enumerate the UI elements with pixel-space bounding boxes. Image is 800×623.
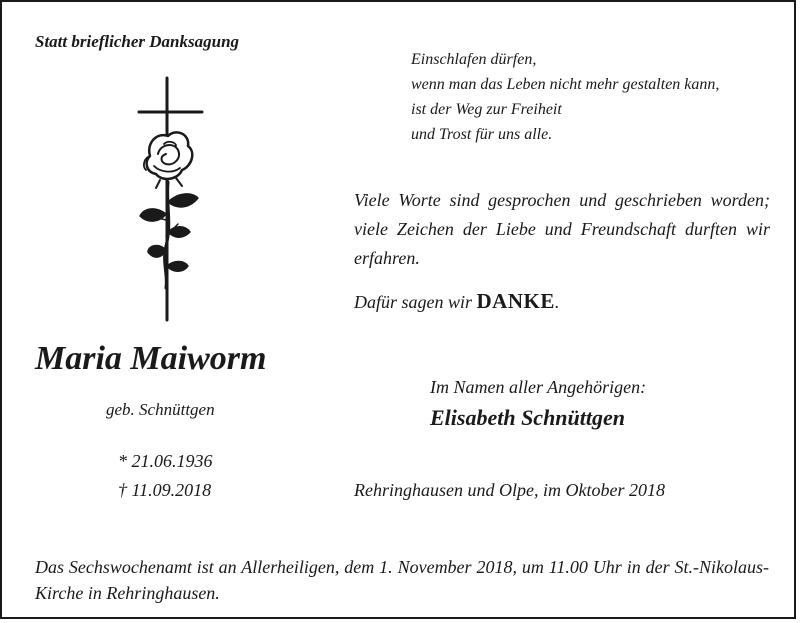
birth-date: * 21.06.1936	[118, 451, 213, 471]
deceased-name: Maria Maiworm	[35, 340, 267, 377]
notice-heading: Statt brieflicher Danksagung	[35, 32, 240, 51]
death-date: † 11.09.2018	[118, 480, 212, 500]
poem	[411, 47, 719, 147]
signer-name: Elisabeth Schnüttgen	[430, 405, 626, 430]
thanks-paragraph: Viele Worte sind gesprochen und geschrieben worden; viele Zeichen der Liebe und Freundschaft durften wir erfahren.	[354, 190, 770, 268]
poem-line: ist der Weg zur Freiheit	[411, 101, 562, 118]
poem-line: wenn man das Leben nicht mehr gestalten kann,	[411, 76, 720, 93]
cross-with-rose-icon	[120, 74, 220, 324]
on-behalf-label: Im Namen aller Angehörigen:	[430, 377, 647, 397]
maiden-name: geb. Schnüttgen	[106, 400, 215, 419]
service-announcement: Das Sechswochenamt ist an Allerheiligen, dem 1. November 2018, um 11.00 Uhr in der St.-Nikolaus-Kirche in Rehringhausen.	[35, 557, 769, 603]
danke-prefix: Dafür sagen wir	[354, 292, 477, 312]
place-and-date: Rehringhausen und Olpe, im Oktober 2018	[354, 480, 665, 500]
danke-suffix: .	[554, 292, 560, 312]
danke-line	[354, 289, 559, 314]
danke-word: DANKE	[476, 289, 555, 313]
poem-line: Einschlafen dürfen,	[411, 51, 537, 68]
poem-line: und Trost für uns alle.	[411, 126, 553, 143]
